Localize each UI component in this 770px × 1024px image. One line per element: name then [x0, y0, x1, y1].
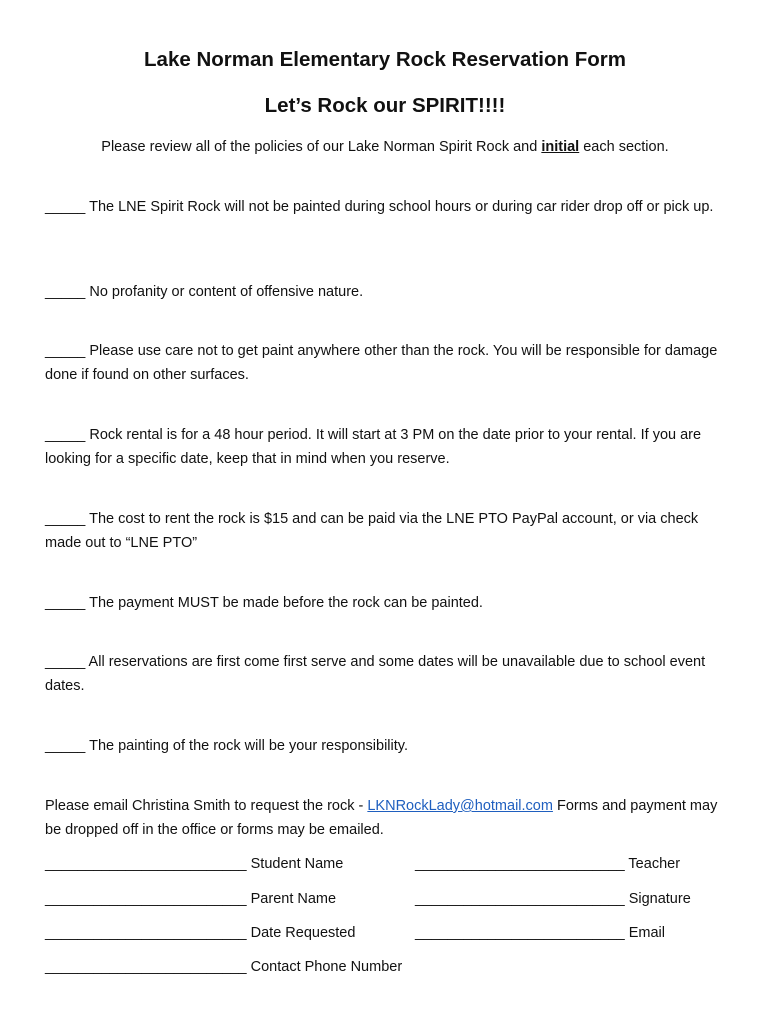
signature-field[interactable]: __________________________ Signature: [415, 891, 691, 907]
policy-reservations: _____ All reservations are first come first serve and some dates will be unavailable due to school event dates.: [45, 654, 706, 694]
contact-before: Please email Christina Smith to request the rock -: [45, 798, 368, 814]
policy-paint-care: _____ Please use care not to get paint anywhere other than the rock. You will be responsible for damage done if found on other surfaces.: [45, 343, 718, 383]
intro-before: Please review all of the policies of our Lake Norman Spirit Rock and: [101, 139, 542, 155]
policy-no-profanity: _____ No profanity or content of offensive nature.: [45, 284, 364, 300]
intro-text: [0, 139, 770, 155]
date-requested-field[interactable]: _________________________ Date Requested: [45, 925, 356, 941]
student-name-field[interactable]: _________________________ Student Name: [45, 856, 344, 872]
parent-name-field[interactable]: _________________________ Parent Name: [45, 891, 337, 907]
policy-rental-period: _____ Rock rental is for a 48 hour period. It will start at 3 PM on the date prior to your rental. If you are looking for a specific date, keep that in mind when you reserve.: [45, 427, 702, 467]
email-link[interactable]: LKNRockLady@hotmail.com: [367, 798, 553, 814]
intro-after: each section.: [579, 139, 669, 155]
policy-no-painting-hours: _____ The LNE Spirit Rock will not be painted during school hours or during car rider drop off or pick up.: [45, 199, 714, 215]
contact-phone-field[interactable]: _________________________ Contact Phone Number: [45, 959, 403, 975]
form-subtitle: Let’s Rock our SPIRIT!!!!: [264, 94, 506, 117]
contact-after: Forms and payment may be dropped off in the office or forms may be emailed.: [45, 798, 718, 838]
email-field[interactable]: __________________________ Email: [415, 925, 665, 941]
policy-payment: _____ The payment MUST be made before the rock can be painted.: [45, 595, 483, 611]
teacher-field[interactable]: __________________________ Teacher: [415, 856, 681, 872]
contact-text: [45, 794, 725, 842]
intro-emphasis: initial: [541, 139, 580, 155]
policy-cost: _____ The cost to rent the rock is $15 and can be paid via the LNE PTO PayPal account, or via check made out to “LNE PTO”: [45, 511, 699, 551]
form-title: Lake Norman Elementary Rock Reservation Form: [144, 48, 626, 71]
policy-responsibility: _____ The painting of the rock will be your responsibility.: [45, 738, 408, 754]
